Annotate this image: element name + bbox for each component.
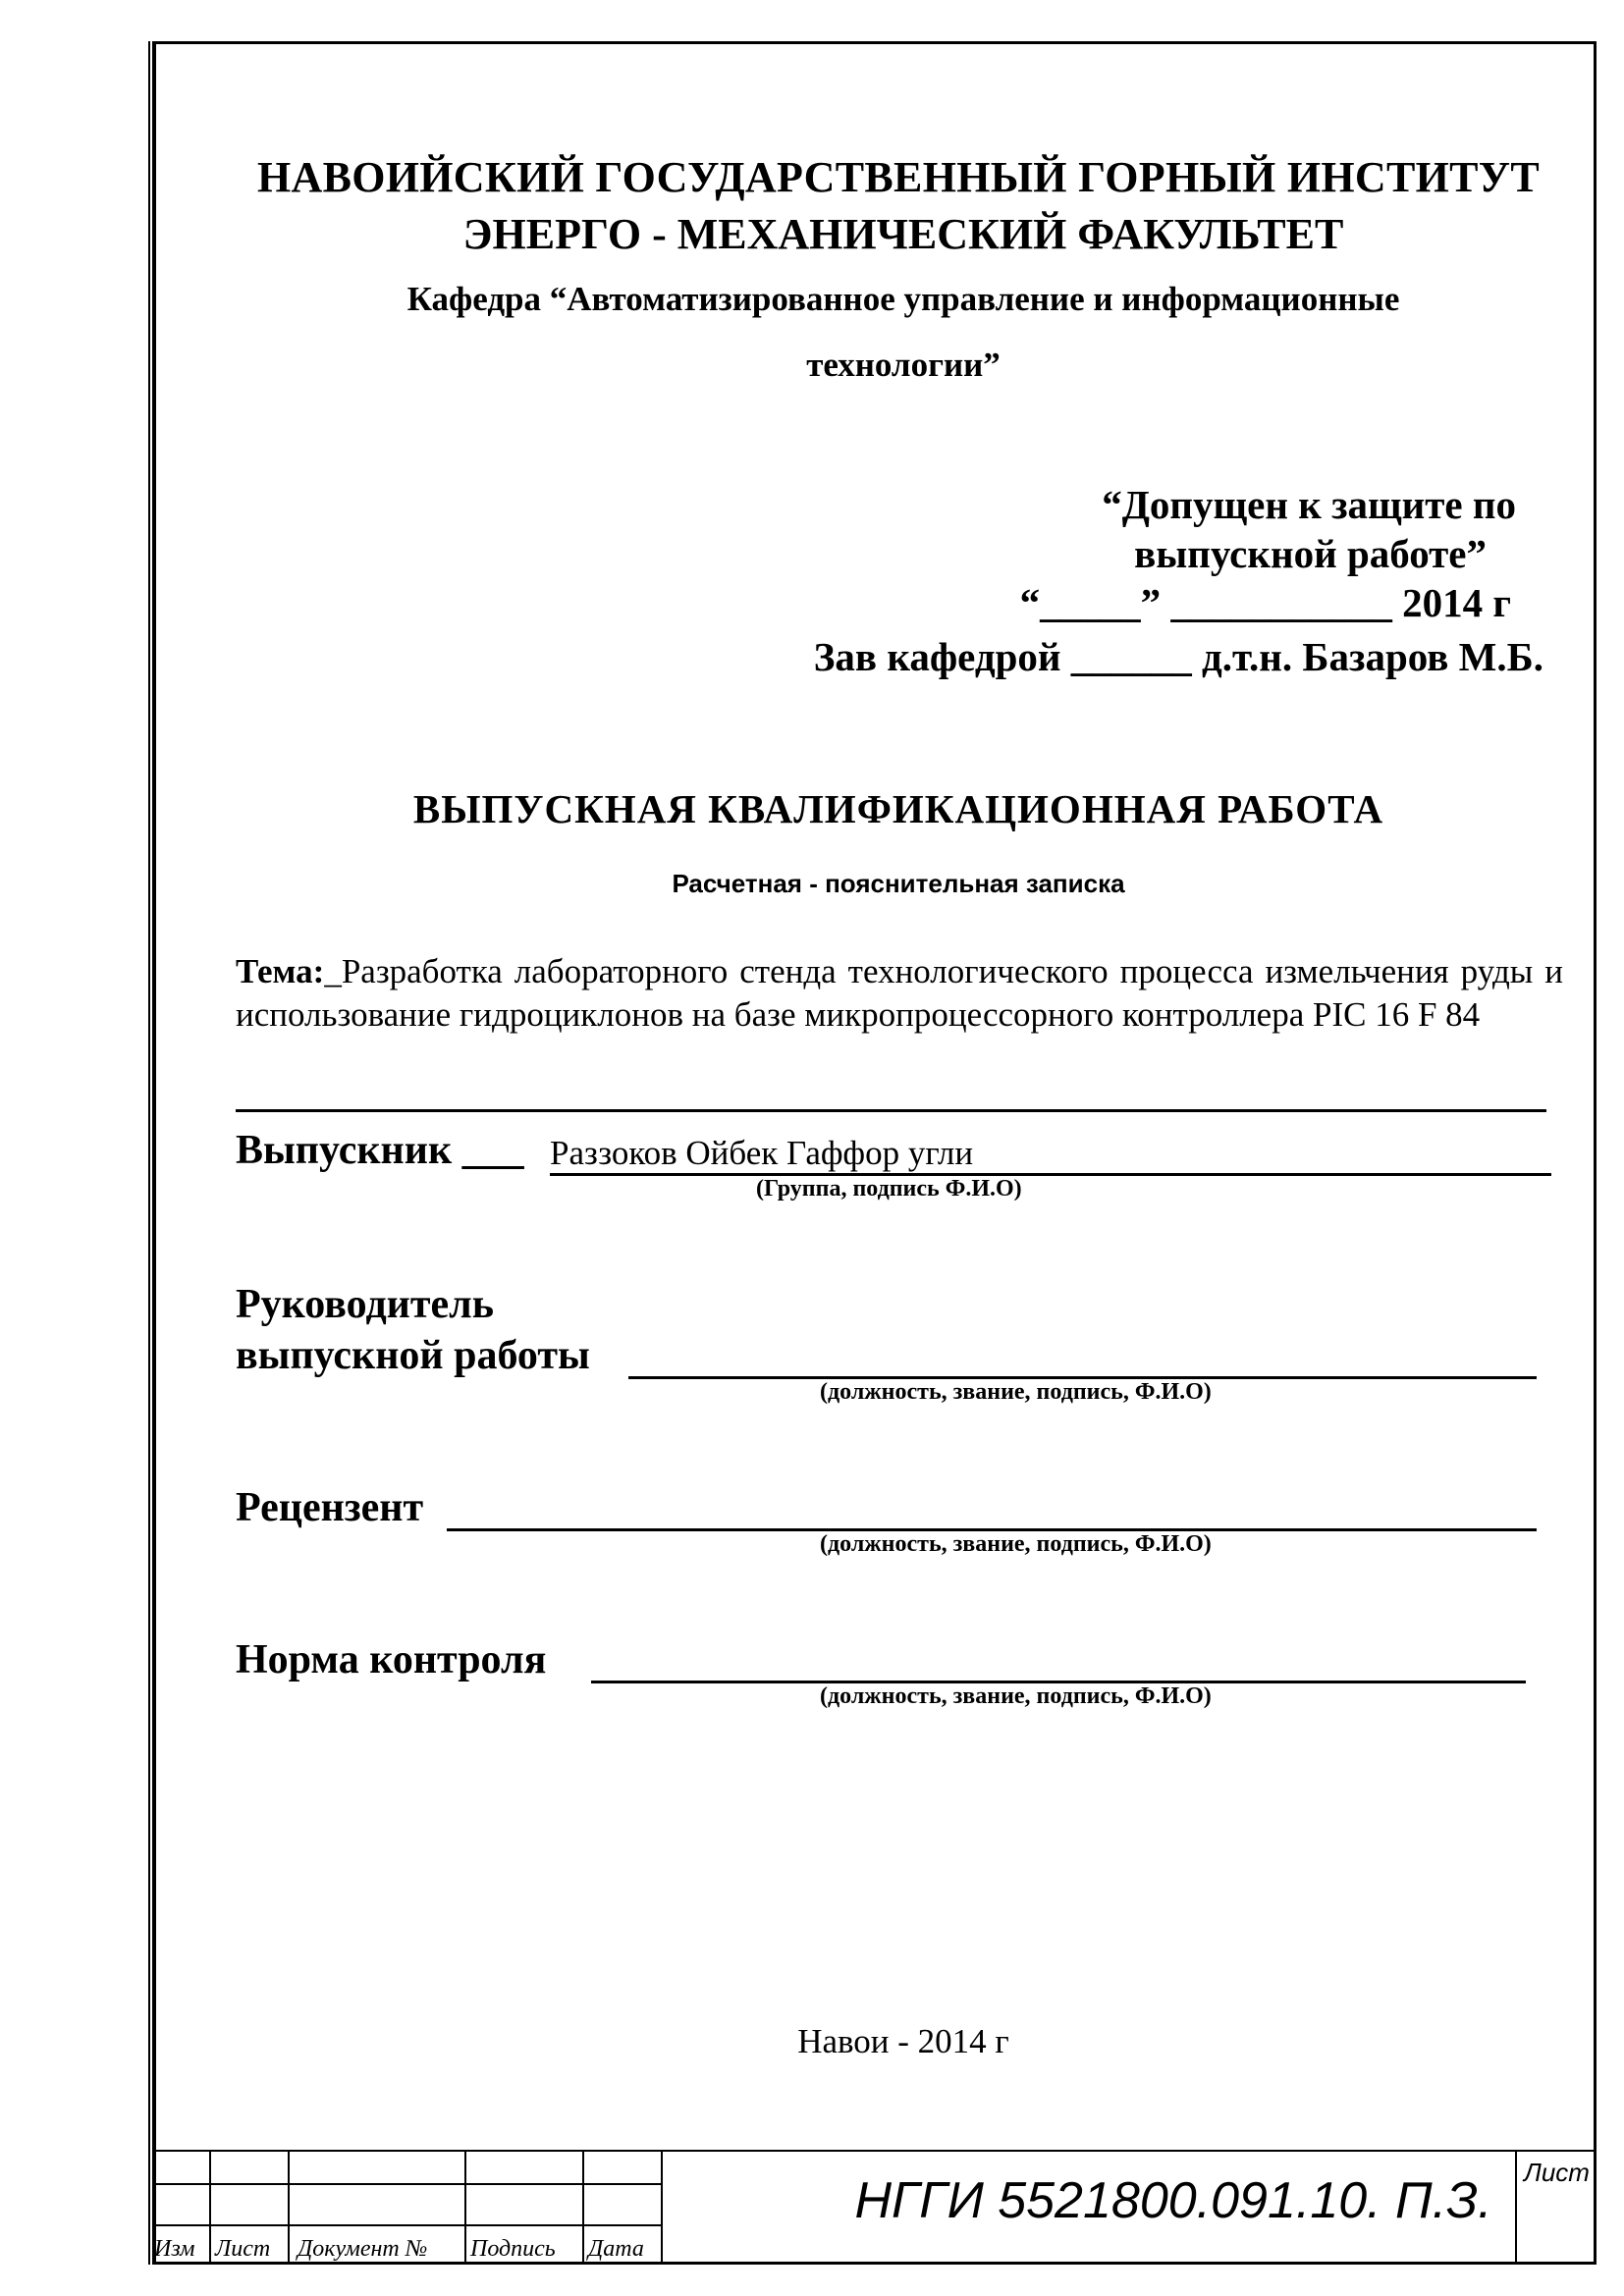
reviewer-hint: (должность, звание, подпись, Ф.И.О) <box>820 1531 1212 1557</box>
supervisor-label-2: выпускной работы <box>236 1333 590 1378</box>
approval-date-line: “_____” ___________ 2014 г <box>1019 580 1511 625</box>
topic-block <box>236 950 1563 1037</box>
reviewer-label: Рецензент <box>236 1485 424 1530</box>
graduate-underline <box>550 1173 1551 1176</box>
sheet-label: Лист <box>1524 2158 1590 2187</box>
approval-line-1: “Допущен к защите по <box>1102 482 1516 527</box>
institute-name: НАВОИЙСКИЙ ГОСУДАРСТВЕННЫЙ ГОРНЫЙ ИНСТИТУТ <box>256 153 1541 201</box>
supervisor-hint: (должность, звание, подпись, Ф.И.О) <box>820 1379 1212 1405</box>
title-block-divider <box>209 2150 211 2265</box>
department-line-1: Кафедра “Автоматизированное управление и информационные <box>406 280 1400 318</box>
column-date: Дата <box>588 2236 644 2262</box>
topic-text: _Разработка лабораторного стенда технологического процесса измельчения руды и использование гидроциклонов на базе микропроцессорного контроллера PIC 16 F 84 <box>236 952 1563 1034</box>
place-year: Навои - 2014 г <box>797 2022 1009 2060</box>
work-subtitle: Расчетная - пояснительная записка <box>672 869 1125 898</box>
approval-head-line: Зав кафедрой ______ д.т.н. Базаров М.Б. <box>813 634 1543 679</box>
column-list: Лист <box>215 2236 271 2262</box>
graduate-hint: (Группа, подпись Ф.И.О) <box>756 1176 1022 1201</box>
title-block-divider <box>464 2150 466 2265</box>
document-code: НГГИ 5521800.091.10. П.З. <box>854 2172 1492 2229</box>
norm-control-hint: (должность, звание, подпись, Ф.И.О) <box>820 1683 1212 1709</box>
department-line-2: технологии” <box>806 346 1001 384</box>
topic-underline <box>236 1109 1546 1112</box>
faculty-name: ЭНЕРГО - МЕХАНИЧЕСКИЙ ФАКУЛЬТЕТ <box>462 210 1344 258</box>
topic-label: Тема: <box>236 952 325 990</box>
title-block-row-1 <box>152 2183 663 2185</box>
approval-line-2: выпускной работе” <box>1134 531 1487 576</box>
graduate-label: Выпускник ___ <box>236 1128 524 1173</box>
title-block-divider <box>288 2150 290 2265</box>
frame-left-edge <box>148 41 150 2265</box>
column-signature: Подпись <box>470 2236 556 2262</box>
title-block-top-border <box>152 2150 1597 2152</box>
column-document: Документ № <box>298 2236 428 2262</box>
norm-control-label: Норма контроля <box>236 1637 547 1682</box>
title-block-divider <box>661 2150 663 2265</box>
work-title: ВЫПУСКНАЯ КВАЛИФИКАЦИОННАЯ РАБОТА <box>412 786 1384 831</box>
title-block-divider <box>582 2150 584 2265</box>
title-block <box>152 2150 1597 2265</box>
supervisor-label-1: Руководитель <box>236 1282 494 1327</box>
graduate-name[interactable]: Раззоков Ойбек Гаффор угли <box>550 1134 974 1172</box>
title-block-row-2 <box>152 2224 663 2226</box>
column-izm: Изм <box>154 2236 195 2262</box>
